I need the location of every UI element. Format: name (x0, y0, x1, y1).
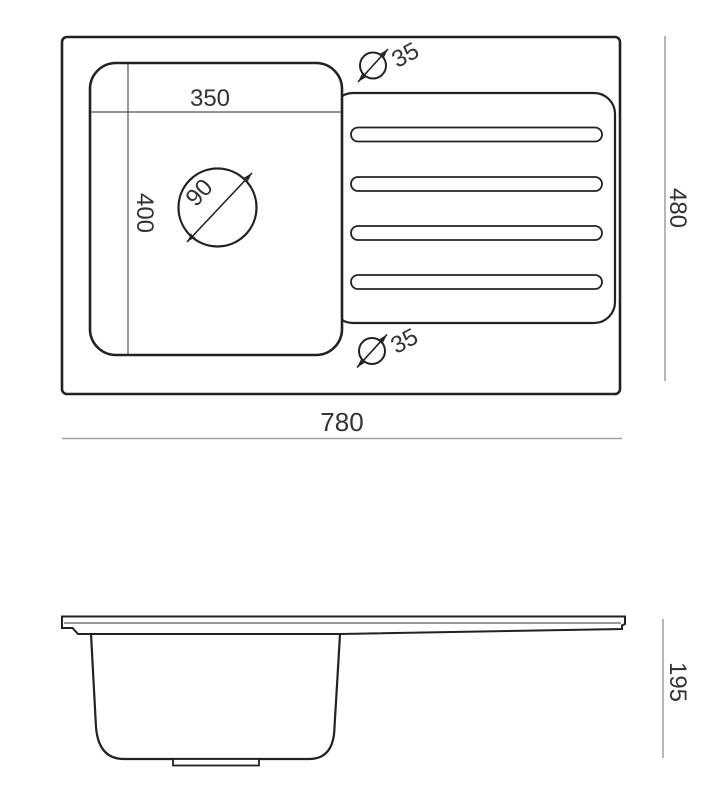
drainboard-groove (351, 275, 602, 289)
overall-height-label: 195 (664, 661, 691, 703)
drainboard-groove (351, 177, 602, 191)
bowl-profile (91, 634, 340, 759)
drain-stub (173, 759, 259, 766)
side-view (62, 617, 691, 766)
rim-profile (62, 617, 625, 635)
drainboard-groove (351, 128, 602, 142)
top-view (62, 37, 620, 394)
tap-hole-top-label: 35 (387, 37, 424, 74)
bowl-width-label: 350 (189, 85, 231, 112)
overall-depth-label: 480 (664, 187, 691, 229)
drainboard-groove (351, 226, 602, 240)
bowl-depth-label: 400 (131, 192, 158, 234)
overall-width-dimension (62, 407, 622, 439)
overall-height-dimension (663, 619, 691, 758)
tap-hole-bottom-label: 35 (386, 323, 423, 360)
overall-depth-dimension (664, 36, 691, 381)
drain-diameter-label: 90 (180, 173, 219, 212)
overall-width-label: 780 (320, 407, 364, 437)
